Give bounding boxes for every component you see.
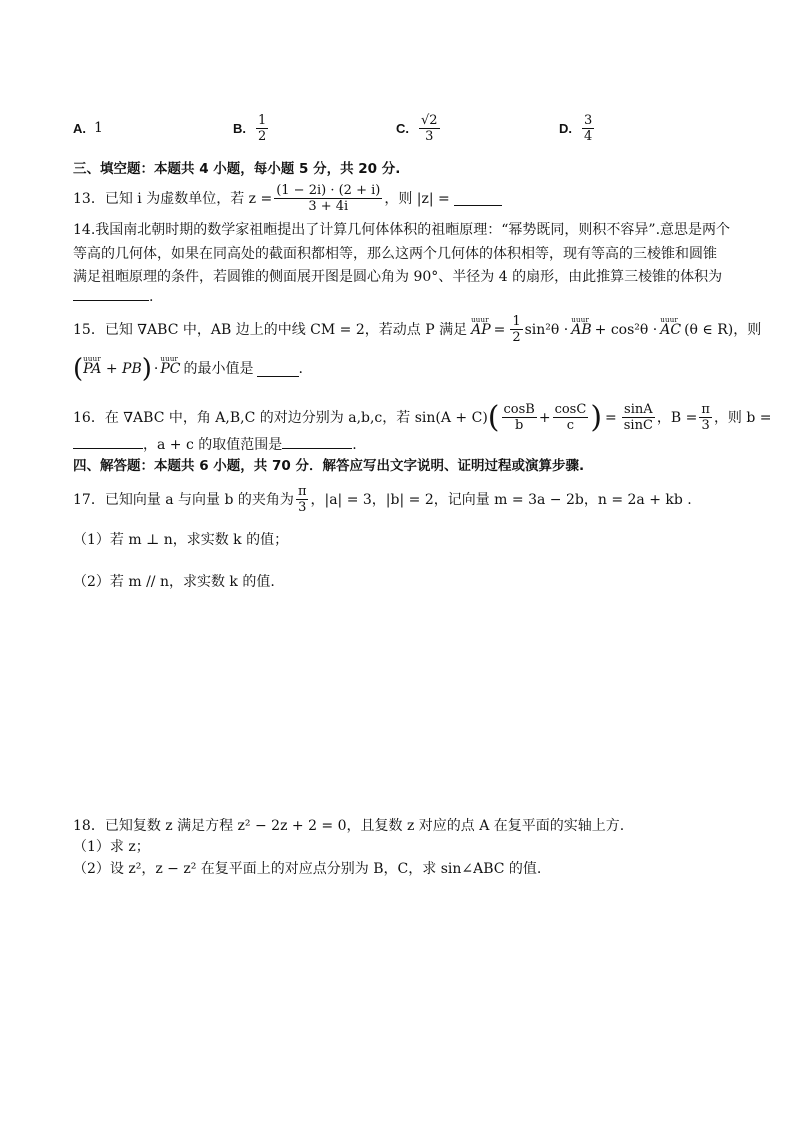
q16-part-1: 16．在 ∇ABC 中，角 A,B,C 的对边分别为 a,b,c，若 sin(A + C) <box>73 409 488 426</box>
option-b-letter: B. <box>233 120 246 136</box>
option-d-numerator: 3 <box>584 112 593 128</box>
option-d <box>559 110 596 146</box>
q18-sub-1: （1）求 z； <box>73 839 150 855</box>
q15-dot: · <box>153 361 159 377</box>
q17-angle-fraction <box>296 484 309 515</box>
q16-f2-numerator: cosC <box>554 402 587 417</box>
q14-line-3: 满足祖暅原理的条件，若圆锥的侧面展开图是圆心角为 90°、半径为 4 的扇形，由此推算三棱锥的体积为 <box>73 269 723 285</box>
q17-part-2: ，|a| = 3，|b| = 2，记向量 m = 3a − 2b，n = 2a + kb . <box>310 491 692 508</box>
q14-line-1: 14.我国南北朝时期的数学家祖暅提出了计算几何体体积的祖暅原理：“幂势既同，则积不容异”.意思是两个 <box>73 222 731 238</box>
option-b <box>233 110 270 146</box>
q15-half-fraction <box>510 314 522 345</box>
option-d-letter: D. <box>559 120 572 136</box>
option-b-numerator: 1 <box>258 112 267 128</box>
q17-part-1: 17．已知向量 a 与向量 b 的夹角为 <box>73 491 294 508</box>
q16-equals: = <box>605 409 617 426</box>
q13-fraction <box>274 183 382 214</box>
q15-half-numerator: 1 <box>512 314 521 329</box>
q14-answer-line: . <box>73 286 153 306</box>
q16-b-blank <box>73 434 143 449</box>
q16-line-2: ，a + c 的取值范围是 . <box>73 434 357 454</box>
q14-line-2: 等高的几何体，如果在同高处的截面积都相等，那么这两个几何体的体积相等，现有等高的三棱锥和圆锥 <box>73 246 717 262</box>
option-c-fraction <box>419 113 440 144</box>
q16-f3-numerator: sinA <box>624 402 653 417</box>
q15-equals: = <box>493 321 506 338</box>
option-d-fraction <box>582 113 594 144</box>
q15-part-2: sin²θ · <box>524 321 569 338</box>
q17-angle-numerator: π <box>297 484 307 499</box>
q13-answer-blank <box>454 191 502 206</box>
q13-numerator: (1 − 2i) · (2 + i) <box>276 183 381 198</box>
q15-half-denominator: 2 <box>512 330 521 345</box>
q15-part-1: 15．已知 ∇ABC 中，AB 边上的中线 CM = 2，若动点 P 满足 <box>73 321 468 338</box>
q16-fraction-2 <box>553 402 589 433</box>
q16-part-2: ，B = <box>656 409 698 426</box>
q17-sub-2: （2）若 m // n，求实数 k 的值. <box>73 574 275 590</box>
option-d-denominator: 4 <box>584 128 593 144</box>
q15-part-4: (θ ∈ R)，则 <box>684 321 762 338</box>
q16-f3-denominator: sinC <box>623 418 653 433</box>
q16-plus: + <box>538 409 551 426</box>
q16-fraction-1 <box>502 402 537 433</box>
q16-fraction-3 <box>622 402 655 433</box>
option-b-denominator: 2 <box>258 128 267 144</box>
q16-range-blank <box>282 434 352 449</box>
option-a-value: 1 <box>94 120 103 136</box>
question-16: 16．在 ∇ABC 中，角 A,B,C 的对边分别为 a,b,c，若 sin(A + C) ( $\frac{\cos B}{b}$ + $\frac{\cos C}{c}$ ) = $\frac{\sin A}{\sin C}$ ，B = $\frac{\pi}{3}$ ，则 b = <box>73 399 772 435</box>
option-c-denominator: 3 <box>425 128 434 144</box>
option-c <box>396 110 442 146</box>
q15-answer-blank <box>257 362 299 377</box>
question-13 <box>73 183 502 214</box>
q15-vector-ac: u u u r AC <box>660 321 681 339</box>
q15-line-2: ( u u u r PA + PB ) · u u u r PC 的最小值是 . <box>73 356 303 382</box>
q15-part-3: + cos²θ · <box>594 321 658 338</box>
q16-part-3: ，则 b = <box>713 409 772 426</box>
q15-line-2-text: 的最小值是 <box>183 361 254 377</box>
q18-sub-2: （2）设 z²，z − z² 在复平面上的对应点分别为 B，C，求 sin∠ABC 的值. <box>73 861 542 877</box>
option-b-fraction <box>256 113 268 144</box>
q17-angle-denominator: 3 <box>298 500 307 515</box>
q15-vector-sum: u u u r PA + PB <box>83 360 142 378</box>
q17-sub-1: （1）若 m ⊥ n，求实数 k 的值； <box>73 532 289 548</box>
q16-f4-denominator: 3 <box>701 418 710 433</box>
question-15 <box>73 314 761 345</box>
option-a-letter: A. <box>73 120 86 136</box>
q14-answer-blank <box>73 286 149 301</box>
q13-denominator: 3 + 4i <box>308 199 349 214</box>
q16-f1-numerator: cosB <box>503 402 535 417</box>
option-c-numerator: √2 <box>421 112 438 128</box>
q15-vector-pc: u u u r PC <box>160 360 180 378</box>
q15-vector-ap: u u u r AP <box>471 321 491 339</box>
q16-f4-numerator: π <box>701 402 710 417</box>
section-3-heading: 三、填空题：本题共 4 小题，每小题 5 分，共 20 分. <box>73 161 401 177</box>
question-17 <box>73 484 692 515</box>
q18-line-1: 18．已知复数 z 满足方程 z² − 2z + 2 = 0，且复数 z 对应的点 A 在复平面的实轴上方. <box>73 818 625 834</box>
q16-f2-denominator: c <box>566 418 575 433</box>
option-a <box>73 110 103 146</box>
q16-fraction-4 <box>699 402 712 433</box>
q16-line-2-text: ，a + c 的取值范围是 <box>143 437 283 453</box>
section-4-heading: 四、解答题：本题共 6 小题，共 70 分．解答应写出文字说明、证明过程或演算步骤. <box>73 458 585 474</box>
q13-suffix: ，则 |z| = <box>384 190 450 207</box>
option-c-letter: C. <box>396 120 409 136</box>
q13-prefix: 13．已知 i 为虚数单位，若 z = <box>73 190 273 207</box>
q16-f1-denominator: b <box>515 418 524 433</box>
q15-vector-ab: u u u r AB <box>571 321 591 339</box>
